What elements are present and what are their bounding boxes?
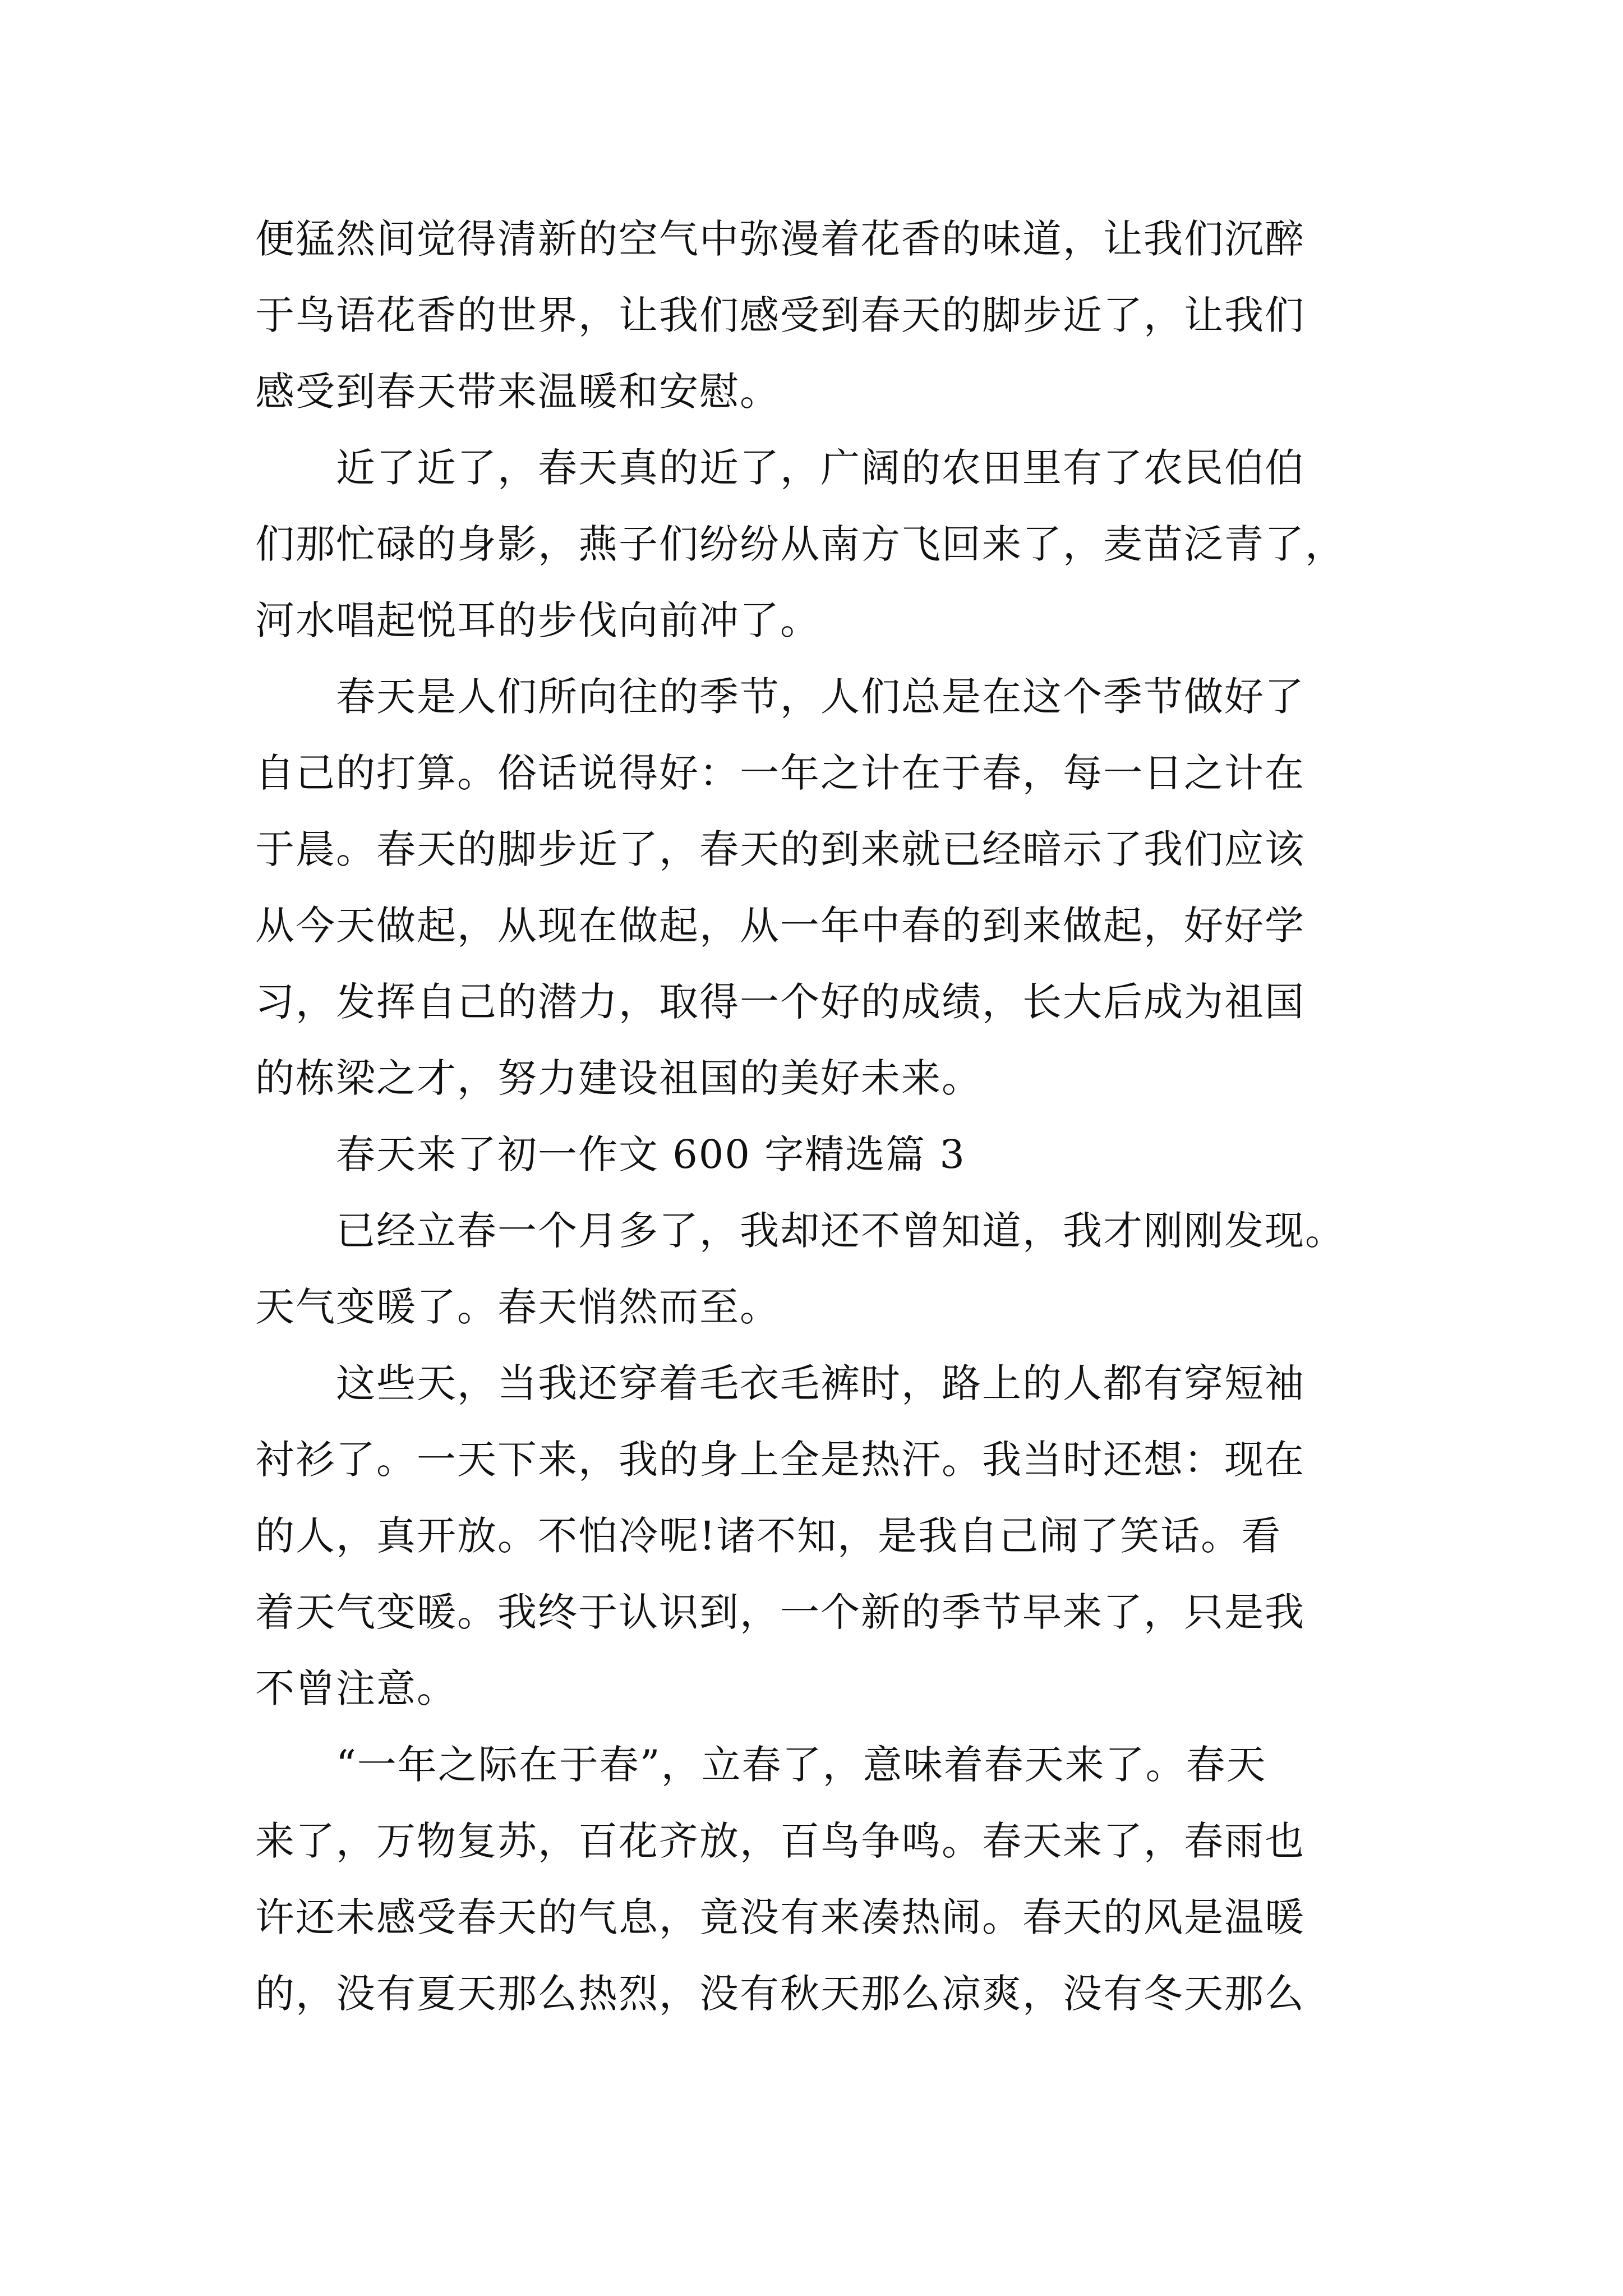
text-line: 已经立春一个月多了，我却还不曾知道，我才刚刚发现。 <box>255 1208 1345 1254</box>
text-line: 天气变暖了。春天悄然而至。 <box>255 1284 780 1330</box>
text-line: 于鸟语花香的世界，让我们感受到春天的脚步近了，让我们 <box>255 292 1305 338</box>
document-body <box>255 212 1371 2021</box>
text-line: “一年之际在于春”，立春了，意味着春天来了。春天 <box>255 1742 1267 1788</box>
text-line: 这些天，当我还穿着毛衣毛裤时，路上的人都有穿短袖 <box>255 1360 1305 1406</box>
text-line: 便猛然间觉得清新的空气中弥漫着花香的味道，让我们沉醉 <box>255 216 1305 262</box>
text-line: 不曾注意。 <box>255 1665 457 1711</box>
text-line: 着天气变暖。我终于认识到，一个新的季节早来了，只是我 <box>255 1589 1305 1635</box>
text-line: 的栋梁之才，努力建设祖国的美好未来。 <box>255 1055 982 1101</box>
text-line: 感受到春天带来温暖和安慰。 <box>255 369 780 415</box>
text-line: 习，发挥自己的潜力，取得一个好的成绩，长大后成为祖国 <box>255 979 1305 1025</box>
text-line: 们那忙碌的身影，燕子们纷纷从南方飞回来了，麦苗泛青了， <box>255 521 1345 567</box>
text-line: 的，没有夏天那么热烈，没有秋天那么凉爽，没有冬天那么 <box>255 1971 1305 2017</box>
text-line: 河水唱起悦耳的步伐向前冲了。 <box>255 597 820 643</box>
text-line: 近了近了，春天真的近了，广阔的农田里有了农民伯伯 <box>255 445 1305 491</box>
text-line: 从今天做起，从现在做起，从一年中春的到来做起，好好学 <box>255 903 1305 949</box>
text-line: 许还未感受春天的气息，竟没有来凑热闹。春天的风是温暖 <box>255 1894 1305 1940</box>
text-line: 来了，万物复苏，百花齐放，百鸟争鸣。春天来了，春雨也 <box>255 1818 1305 1864</box>
text-line: 衬衫了。一天下来，我的身上全是热汗。我当时还想：现在 <box>255 1437 1305 1483</box>
section-heading: 春天来了初一作文 600 字精选篇 3 <box>255 1131 966 1177</box>
text-line: 春天是人们所向往的季节，人们总是在这个季节做好了 <box>255 674 1305 720</box>
text-line: 的人，真开放。不怕冷呢!诸不知，是我自己闹了笑话。看 <box>255 1513 1282 1559</box>
text-line: 自己的打算。俗话说得好：一年之计在于春，每一日之计在 <box>255 750 1305 796</box>
text-line: 于晨。春天的脚步近了，春天的到来就已经暗示了我们应该 <box>255 826 1305 872</box>
